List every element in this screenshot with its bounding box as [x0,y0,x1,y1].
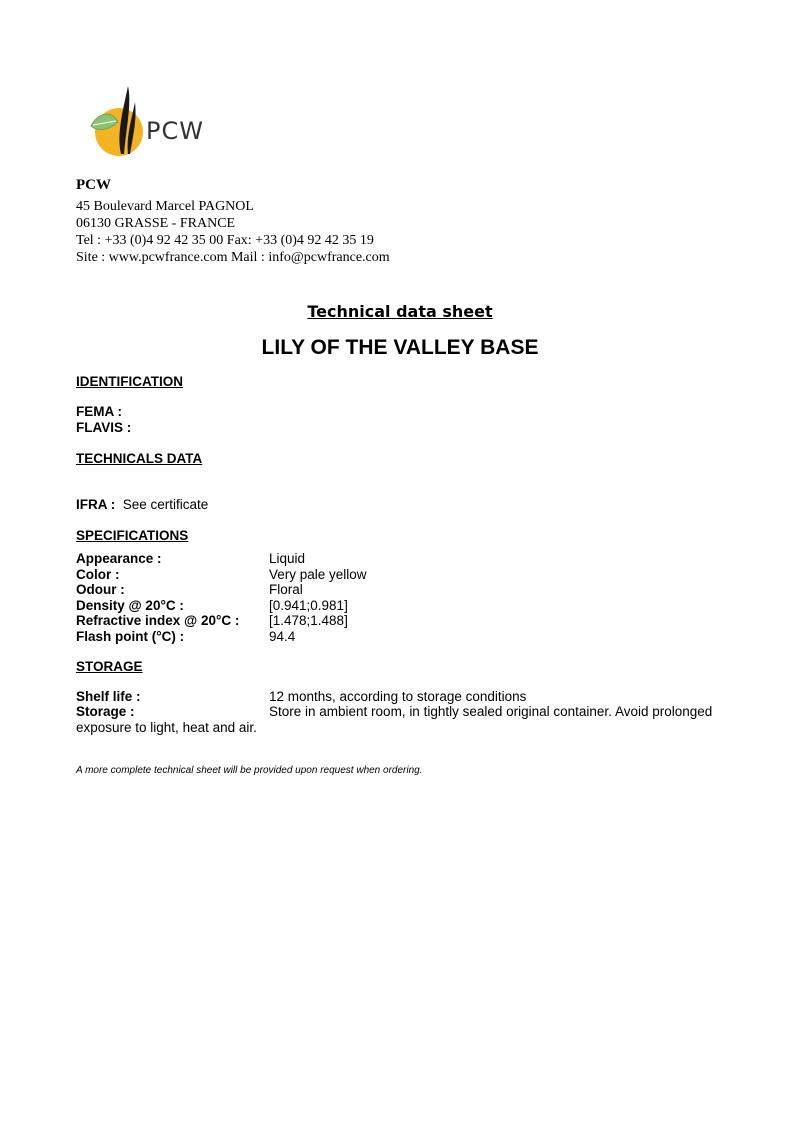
spec-label: Refractive index @ 20°C : [76,613,240,628]
spec-value: Floral [269,582,303,597]
spec-row [76,613,348,629]
fema-row [76,404,122,420]
footer-note: A more complete technical sheet will be provided upon request when ordering. [76,765,423,776]
company-phone: Tel : +33 (0)4 92 42 35 00 Fax: +33 (0)4 92 42 35 19 [76,233,374,248]
doc-type-title: Technical data sheet [307,302,493,321]
spec-row [76,551,306,567]
storage-row [76,704,726,735]
spec-row [76,598,348,614]
pcw-logo [88,84,218,160]
logo-text: PCW [146,117,204,145]
company-info [76,177,390,266]
ifra-label: IFRA : [76,497,116,512]
spec-label: Color : [76,567,120,582]
spec-row [76,582,303,598]
spec-row [76,629,296,645]
company-address-line2: 06130 GRASSE - FRANCE [76,216,236,231]
flavis-row [76,420,131,436]
shelf-life-label: Shelf life : [76,689,141,704]
spec-label: Density @ 20°C : [76,598,184,613]
storage-label: Storage : [76,704,135,719]
company-address-line1: 45 Boulevard Marcel PAGNOL [76,199,254,214]
company-name: PCW [76,177,111,193]
spec-value: Very pale yellow [269,567,367,582]
shelf-life-row [76,689,527,705]
storage-heading: STORAGE [76,659,143,674]
spec-row [76,567,367,583]
shelf-life-value: 12 months, according to storage conditions [269,689,527,704]
fema-label: FEMA : [76,404,122,419]
specifications-heading: SPECIFICATIONS [76,528,189,543]
product-title: LILY OF THE VALLEY BASE [261,336,539,359]
spec-label: Odour : [76,582,125,597]
technicals-heading: TECHNICALS DATA [76,451,203,466]
ifra-value: See certificate [122,497,209,512]
storage-value: Store in ambient room, in tightly sealed original container. Avoid prolonged exposure to light, heat and air. [76,704,713,735]
spec-value: [0.941;0.981] [269,598,348,613]
identification-heading: IDENTIFICATION [76,374,183,389]
ifra-row [76,497,208,513]
spec-value: [1.478;1.488] [269,613,348,628]
spec-value: 94.4 [269,629,296,644]
spec-label: Flash point (°C) : [76,629,185,644]
spec-value: Liquid [269,551,306,566]
flavis-label: FLAVIS : [76,420,132,435]
company-web: Site : www.pcwfrance.com Mail : info@pcwfrance.com [76,250,390,265]
spec-label: Appearance : [76,551,162,566]
